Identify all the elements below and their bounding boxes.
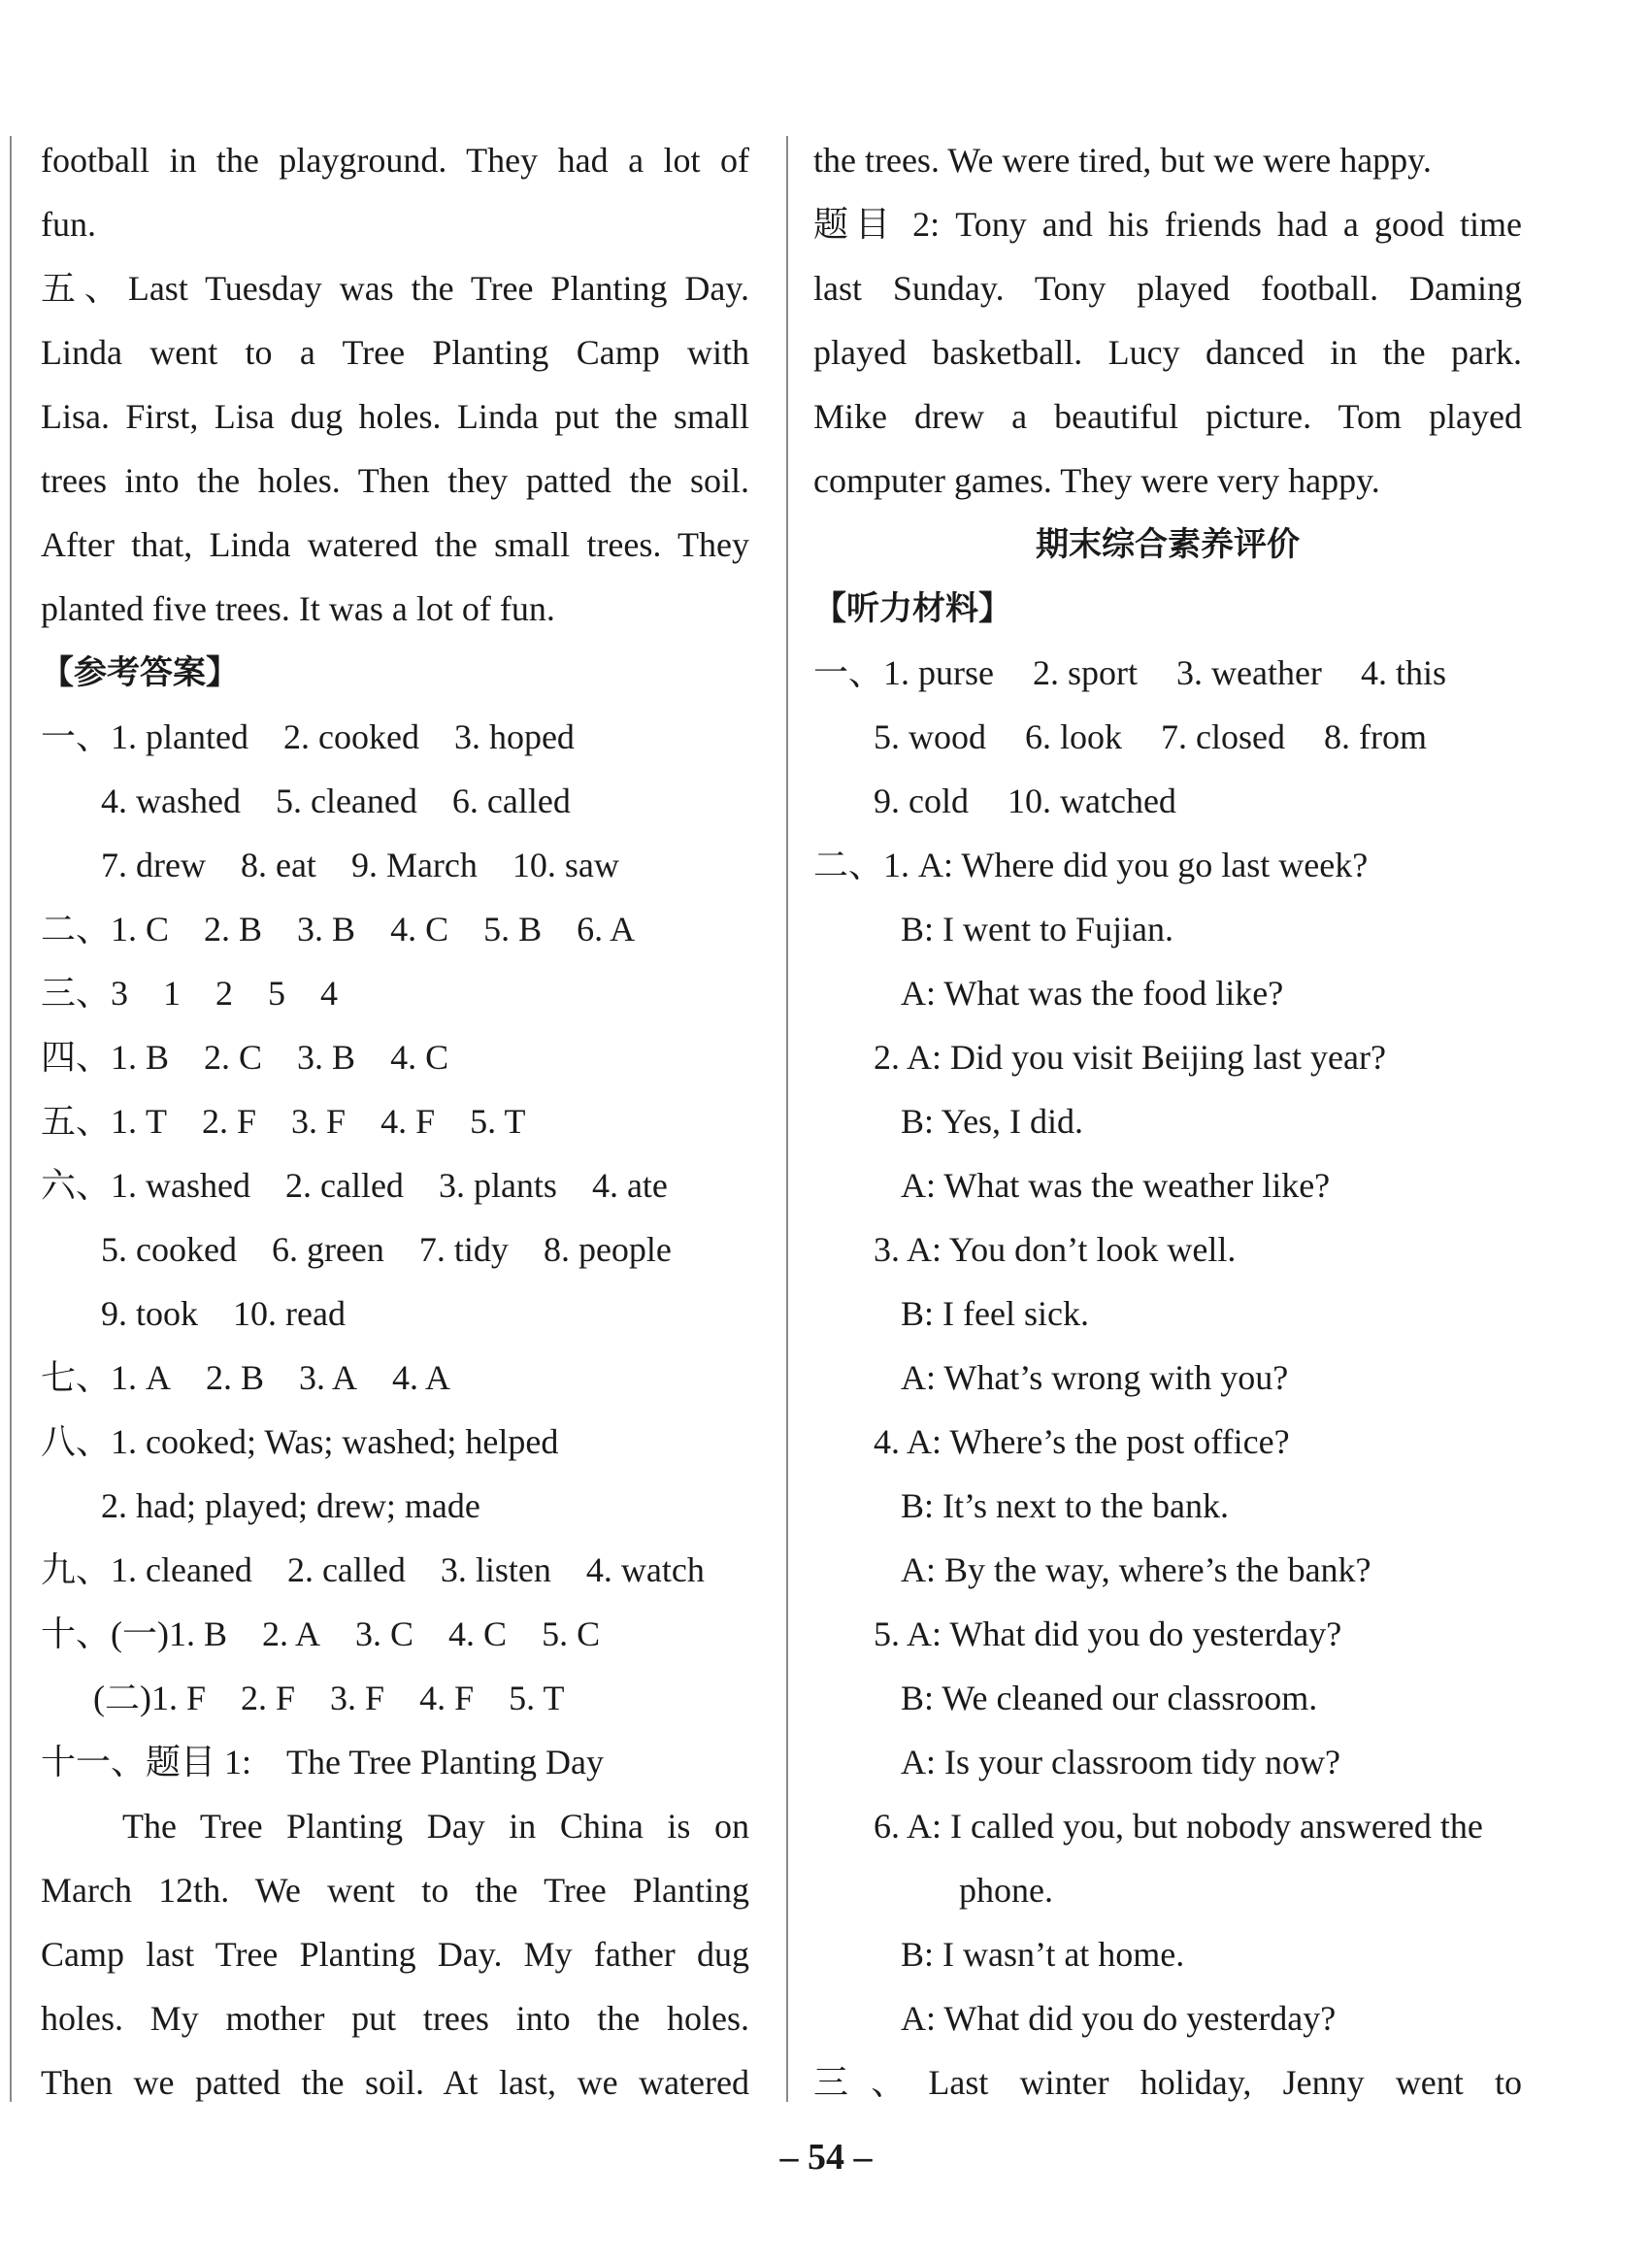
answer-item: 6. A — [577, 910, 636, 948]
essay-title: The Tree Planting Day — [286, 1743, 604, 1781]
section-prefix: 三、 — [41, 974, 112, 1013]
answer-row — [41, 1730, 749, 1794]
group-label: (二) — [93, 1679, 151, 1717]
answer-item: 3. F — [291, 1102, 347, 1141]
left-margin-rule — [10, 136, 12, 2102]
dialog-line: A: What was the weather like? — [901, 1166, 1331, 1205]
dialog-line: B: I wasn’t at home. — [901, 1935, 1185, 1974]
section-prefix: 九、 — [41, 1550, 112, 1589]
answer-item: 1. planted — [111, 717, 248, 756]
dialog-line: 4. A: Where’s the post office? — [874, 1422, 1290, 1461]
section-prefix: 十一、题目 1: — [41, 1743, 252, 1781]
text-line: trees into the holes. Then they patted the soil. — [41, 461, 749, 500]
dialog-line: A: Is your classroom tidy now? — [901, 1743, 1340, 1781]
answer-item: 10. read — [233, 1294, 346, 1333]
section-prefix: 八、 — [41, 1422, 112, 1461]
answer-row — [41, 1089, 749, 1153]
dialog-line: B: It’s next to the bank. — [901, 1486, 1229, 1525]
text-line: After that, Linda watered the small trees. They — [41, 525, 749, 564]
answer-item: 4. washed — [101, 782, 241, 820]
answer-key-heading: 【参考答案】 — [41, 653, 239, 692]
dialog-line: A: By the way, where’s the bank? — [901, 1550, 1371, 1589]
dialog-line: A: What did you do yesterday? — [901, 1999, 1337, 2038]
answer-item: 4 — [320, 974, 339, 1013]
answer-item: 2. C — [204, 1038, 263, 1077]
section-prefix: 二、 — [813, 846, 884, 884]
answer-item: 10. watched — [1007, 782, 1176, 820]
answer-row — [41, 833, 749, 897]
answer-item: 5. B — [483, 910, 543, 948]
answer-item: 5 — [268, 974, 286, 1013]
answer-row — [813, 641, 1522, 705]
answer-row — [41, 769, 749, 833]
text-line: Lisa. First, Lisa dug holes. Linda put the small — [41, 397, 749, 436]
answer-item: 3. F — [330, 1679, 385, 1717]
answer-item: 3. plants — [438, 1166, 557, 1205]
group-label: (一) — [111, 1614, 169, 1653]
answer-item: 4. watch — [585, 1550, 705, 1589]
text-line: 题目 2: Tony and his friends had a good time — [813, 205, 1522, 244]
answer-item: 4. ate — [591, 1166, 668, 1205]
answer-item: 3. B — [297, 910, 356, 948]
answer-item: 2. sport — [1033, 653, 1138, 692]
answer-item: 3. weather — [1176, 653, 1322, 692]
section-prefix: 四、 — [41, 1038, 112, 1077]
answer-item: 6. green — [271, 1230, 384, 1269]
essay-line: Camp last Tree Planting Day. My father dug — [41, 1935, 749, 1974]
essay-line: holes. My mother put trees into the holes. — [41, 1999, 749, 2038]
answer-item: 2 — [215, 974, 234, 1013]
answer-item: 9. took — [101, 1294, 199, 1333]
listening-heading: 【听力材料】 — [813, 589, 1011, 628]
answer-item: 5. T — [470, 1102, 526, 1141]
answer-item: 2. F — [202, 1102, 257, 1141]
answer-row — [41, 1538, 749, 1602]
essay-line: The Tree Planting Day in China is on — [122, 1807, 749, 1846]
page-number: – 54 – — [779, 2137, 873, 2178]
answer-item: 3. C — [355, 1614, 414, 1653]
section-prefix: 七、 — [41, 1358, 112, 1397]
answer-item: 10. saw — [512, 846, 619, 884]
answer-item: 3. A — [299, 1358, 358, 1397]
answer-item: 2. B — [204, 910, 263, 948]
answer-item: 7. tidy — [418, 1230, 509, 1269]
text-line: planted five trees. It was a lot of fun. — [41, 589, 555, 628]
text-line: the trees. We were tired, but we were happy. — [813, 141, 1432, 180]
right-column — [813, 128, 1522, 2114]
answer-item: 5. cooked — [101, 1230, 237, 1269]
dialog-line: phone. — [959, 1871, 1053, 1910]
left-column — [41, 128, 749, 2114]
answer-item: 1. F — [150, 1679, 207, 1717]
answer-row — [41, 1281, 749, 1346]
answer-row — [41, 897, 749, 961]
answer-item: 5. cleaned — [275, 782, 417, 820]
answer-item: 5. T — [509, 1679, 565, 1717]
answer-item: 1. cleaned — [111, 1550, 252, 1589]
answer-row — [41, 705, 749, 769]
answer-item: 9. March — [350, 846, 478, 884]
answer-item: 1. washed — [111, 1166, 250, 1205]
answer-item: 2. F — [241, 1679, 296, 1717]
dialog-line: 2. A: Did you visit Beijing last year? — [874, 1038, 1386, 1077]
section-title: 期末综合素养评价 — [1036, 525, 1300, 564]
answer-row — [41, 1410, 749, 1474]
column-divider — [786, 136, 788, 2102]
text-line: fun. — [41, 205, 96, 244]
answer-row — [41, 1602, 749, 1666]
answer-item: 2. called — [284, 1166, 404, 1205]
answer-item: 6. called — [451, 782, 571, 820]
text-line: Mike drew a beautiful picture. Tom played — [813, 397, 1522, 436]
answer-row — [41, 1346, 749, 1410]
answer-item: 5. wood — [874, 717, 986, 756]
answer-item: 5. C — [542, 1614, 601, 1653]
answer-item: 8. people — [543, 1230, 672, 1269]
dialog-line: B: We cleaned our classroom. — [901, 1679, 1318, 1717]
dialog-line: 6. A: I called you, but nobody answered the — [874, 1807, 1483, 1846]
answer-item: 8. from — [1323, 717, 1427, 756]
answer-item: 1. B — [111, 1038, 170, 1077]
answer-item: 1. cooked; Was; washed; helped — [111, 1422, 559, 1461]
answer-item: 3. B — [297, 1038, 356, 1077]
answer-item: 4. A — [392, 1358, 451, 1397]
text-line: 五、Last Tuesday was the Tree Planting Day. — [41, 269, 749, 308]
answer-item: 4. F — [380, 1102, 436, 1141]
dialog-line: A: What was the food like? — [901, 974, 1284, 1013]
answer-item: 4. C — [390, 1038, 449, 1077]
answer-row — [41, 961, 749, 1025]
answer-item: 3. listen — [440, 1550, 551, 1589]
answer-item: 2. A — [262, 1614, 321, 1653]
section-prefix: 五、 — [41, 1102, 112, 1141]
section-prefix: 二、 — [41, 910, 112, 948]
section-prefix: 十、 — [41, 1614, 112, 1653]
dialog-line: A: What’s wrong with you? — [901, 1358, 1289, 1397]
dialog-line — [813, 833, 1522, 897]
answer-item: 3. hoped — [453, 717, 575, 756]
answer-item: 4. this — [1360, 653, 1446, 692]
answer-item: 9. cold — [874, 782, 969, 820]
answer-item: 1. purse — [883, 653, 994, 692]
answer-row — [813, 705, 1522, 769]
answer-row — [813, 769, 1522, 833]
answer-item: 4. F — [419, 1679, 475, 1717]
essay-line: Then we patted the soil. At last, we watered — [41, 2063, 749, 2102]
answer-item: 7. drew — [101, 846, 206, 884]
answer-item: 1 — [163, 974, 182, 1013]
answer-item: 8. eat — [240, 846, 316, 884]
text-line: Linda went to a Tree Planting Camp with — [41, 333, 749, 372]
section-prefix: 一、 — [41, 717, 112, 756]
answer-row — [41, 1153, 749, 1217]
answer-item: 1. B — [169, 1614, 228, 1653]
text-line: football in the playground. They had a lot of — [41, 141, 749, 180]
answer-item: 4. C — [390, 910, 449, 948]
answer-item: 2. B — [206, 1358, 265, 1397]
dialog-line: B: I went to Fujian. — [901, 910, 1173, 948]
dialog-line: B: Yes, I did. — [901, 1102, 1084, 1141]
answer-item: 2. called — [286, 1550, 406, 1589]
text-line: last Sunday. Tony played football. Daming — [813, 269, 1522, 308]
dialog-text: 1. A: Where did you go last week? — [883, 846, 1369, 884]
answer-row: 2. had; played; drew; made — [101, 1486, 480, 1525]
dialog-line: B: I feel sick. — [901, 1294, 1089, 1333]
answer-row — [41, 1666, 749, 1730]
section-prefix: 一、 — [813, 653, 884, 692]
text-line: 三、Last winter holiday, Jenny went to — [813, 2063, 1522, 2102]
answer-item: 2. cooked — [282, 717, 419, 756]
dialog-line: 5. A: What did you do yesterday? — [874, 1614, 1342, 1653]
answer-item: 4. C — [448, 1614, 508, 1653]
answer-item: 1. A — [111, 1358, 172, 1397]
answer-item: 1. C — [111, 910, 170, 948]
text-line: computer games. They were very happy. — [813, 461, 1380, 500]
dialog-line: 3. A: You don’t look well. — [874, 1230, 1237, 1269]
answer-item: 1. T — [111, 1102, 168, 1141]
essay-line: March 12th. We went to the Tree Planting — [41, 1871, 749, 1910]
text-line: played basketball. Lucy danced in the park. — [813, 333, 1522, 372]
section-prefix: 六、 — [41, 1166, 112, 1205]
answer-row — [41, 1025, 749, 1089]
answer-item: 6. look — [1025, 717, 1123, 756]
answer-row — [41, 1217, 749, 1281]
answer-item: 7. closed — [1161, 717, 1285, 756]
answer-item: 3 — [111, 974, 129, 1013]
